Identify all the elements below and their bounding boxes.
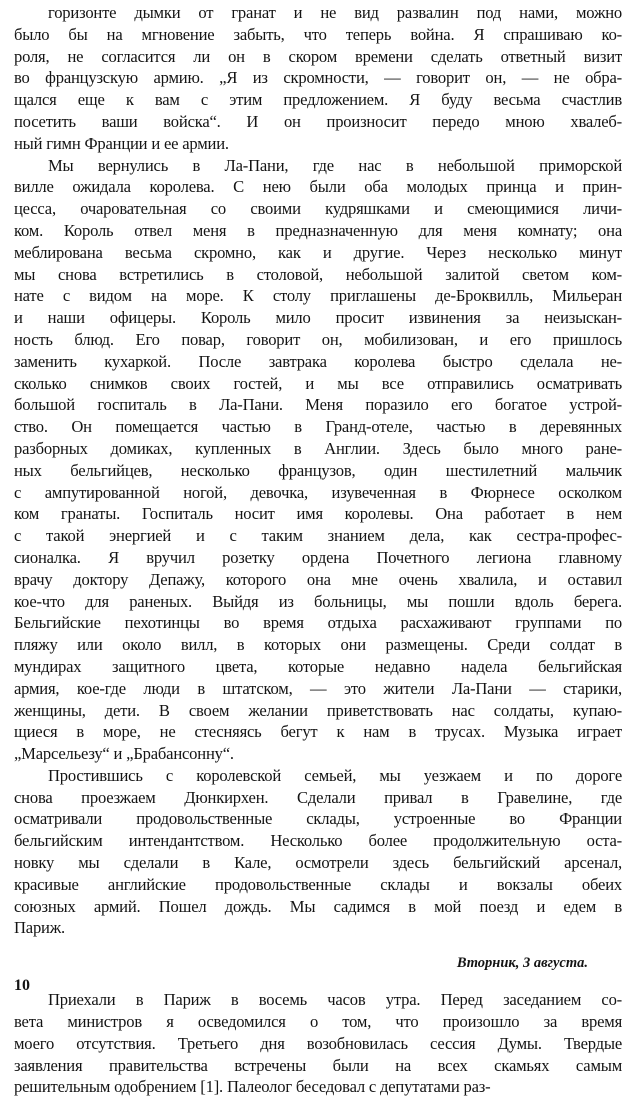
text-line: пляжу или около вилл, в которых они размещены. Среди солдат в <box>14 635 622 655</box>
text-line: заявления правительства встречены были на всех скамьях самым <box>14 1055 622 1075</box>
text-line: вета министров я осведомился о том, что произошло за время <box>14 1012 622 1032</box>
text-line: решительным одобрением [1]. Палеолог беседовал с депутатами раз- <box>14 1077 491 1097</box>
text-line: „Марсельезу“ и „Брабансонну“. <box>14 744 234 764</box>
text-line: союзных армий. Пошел дождь. Мы садимся в мой поезд и едем в <box>14 896 622 916</box>
text-line: роля, не согласится ли он в скором времени сделать ответный визит <box>14 46 622 66</box>
text-line: ком гранаты. Госпиталь носит имя королевы. Она работает в нем <box>14 504 622 524</box>
body-text-bottom <box>14 989 622 1098</box>
text-line: горизонте дымки от гранат и не вид развалин под нами, можно <box>48 3 622 22</box>
text-line: с такой энергией и с таким знанием дела, как сестра-профес- <box>14 526 622 546</box>
text-line: щался еще к вам с этим предложением. Я буду весьма счастлив <box>14 90 622 110</box>
text-line: армия, кое-где люди в штатском, — это жители Ла-Пани — старики, <box>14 678 622 698</box>
paragraph <box>14 2 622 155</box>
text-line: во французскую армию. „Я из скромности, — говорит он, — не обра- <box>14 68 622 88</box>
text-line: сколько снимков своих гостей, и мы все отправились осматривать <box>14 373 622 393</box>
text-line: Простившись с королевской семьей, мы уезжаем и по дороге <box>48 765 622 785</box>
text-line: нате с видом на море. К столу приглашены де-Броквилль, Мильеран <box>14 286 622 306</box>
text-line: мундирах защитного цвета, которые недавно надела бельгийская <box>14 656 622 676</box>
paragraph <box>14 989 622 1098</box>
text-line: ный гимн Франции и ее армии. <box>14 133 229 153</box>
text-line: было бы на мгновение забыть, что теперь война. Я спрашиваю ко- <box>14 24 622 44</box>
text-line: заменить кухаркой. После завтрака королева быстро сделала не- <box>14 351 622 371</box>
text-line: меблирована весьма скромно, как и другие. Через несколько минут <box>14 242 622 262</box>
page-number: 10 <box>14 977 30 994</box>
text-line: сионалка. Я вручил розетку ордена Почетного легиона главному <box>14 547 622 567</box>
text-line: Мы вернулись в Ла-Пани, где нас в небольшой приморской <box>48 155 622 175</box>
text-line: моего отсутствия. Третьего дня возобновилась сессия Думы. Твердые <box>14 1033 622 1053</box>
text-line: мы снова встретились в столовой, небольшой залитой светом ком- <box>14 264 622 284</box>
body-text-top <box>14 2 622 939</box>
text-line: бельгийским интендантством. Несколько более продолжительную оста- <box>14 831 622 851</box>
text-line: Париж. <box>14 918 65 938</box>
text-line: и наши офицеры. Король мило просит извинения за неизыскан- <box>14 308 622 328</box>
text-line: осматривали продовольственные склады, устроенные во Франции <box>14 809 622 829</box>
text-line: снова проезжаем Дюнкирхен. Сделали привал в Гравелине, где <box>14 787 622 807</box>
book-page <box>14 2 622 1098</box>
text-line: ство. Он помещается частью в Гранд-отеле, частью в деревянных <box>14 417 622 437</box>
text-line: Приехали в Париж в восемь часов утра. Перед заседанием со- <box>48 990 622 1010</box>
text-line: красивые английские продовольственные склады и вокзалы обеих <box>14 874 622 894</box>
text-line: посетить ваши войска“. И он произносит передо мною хвалеб- <box>14 111 622 131</box>
text-line: большой госпиталь в Ла-Пани. Меня поразило его богатое устрой- <box>14 395 622 415</box>
paragraph <box>14 155 622 765</box>
text-line: Бельгийские пехотинцы во время отдыха расхаживают группами по <box>14 613 622 633</box>
text-line: ных бельгийцев, несколько французов, один шестилетний мальчик <box>14 460 622 480</box>
text-line: ком. Король отвел меня в предназначенную для меня комнату; она <box>14 220 622 240</box>
text-line: новку мы сделали в Кале, осмотрели здесь бельгийский арсенал, <box>14 853 622 873</box>
text-line: разборных домиках, купленных в Англии. Здесь было много ране- <box>14 438 622 458</box>
text-line: вилле ожидала королева. С нею были оба молодых принца и прин- <box>14 177 622 197</box>
text-line: кое-что для раненых. Выйдя из больницы, мы пошли вдоль берега. <box>14 591 622 611</box>
text-line: с ампутированной ногой, девочка, изувеченная в Фюрнесе осколком <box>14 482 622 502</box>
text-line: врачу доктору Депажу, которого она мне очень хвалила, и оставил <box>14 569 622 589</box>
text-line: женщины, дети. В своем желании приветствовать нас солдаты, купаю- <box>14 700 622 720</box>
text-line: щиеся в море, не стесняясь бегут к нам в трусах. Музыка играет <box>14 722 622 742</box>
paragraph <box>14 765 622 939</box>
text-line: ность блюд. Его повар, говорит он, мобилизован, и его пришлось <box>14 329 622 349</box>
entry-date-heading: Вторник, 3 августа. <box>456 955 588 972</box>
text-line: цесса, очаровательная со своими кудряшками и смеющимися личи- <box>14 199 622 219</box>
